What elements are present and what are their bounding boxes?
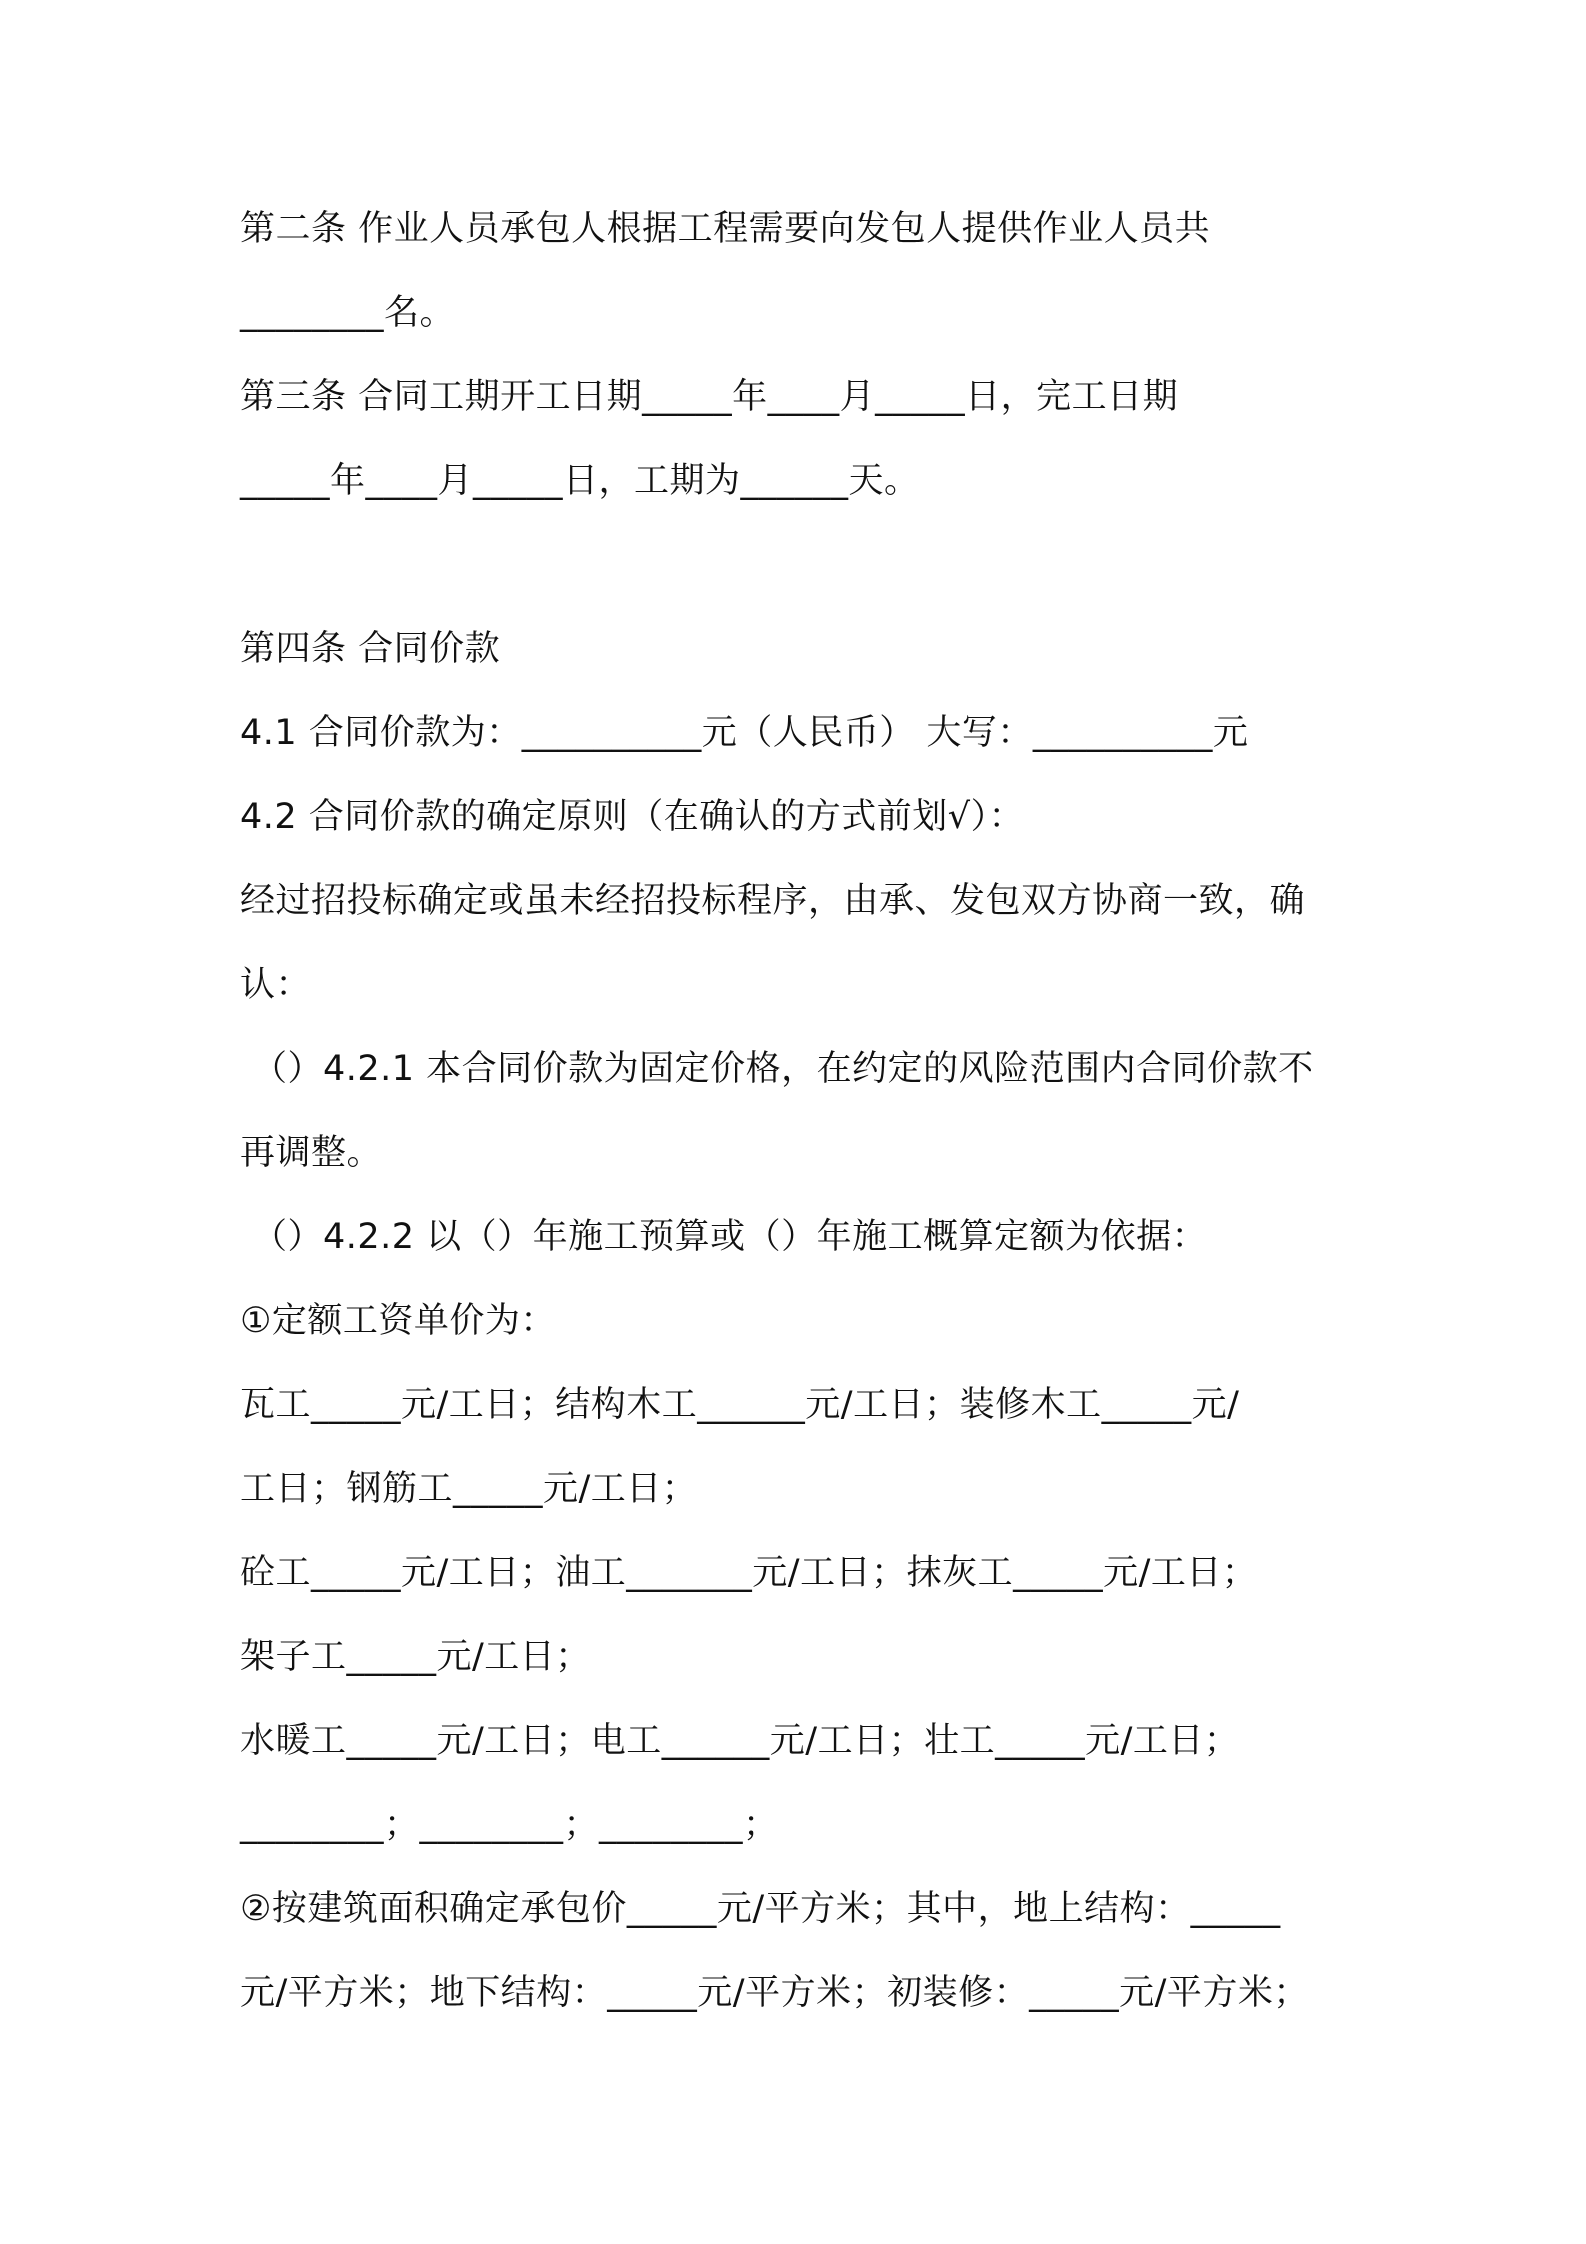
wage-line-3: 砼工_____元/工日；油工_______元/工日；抹灰工_____元/工日； (240, 1553, 1258, 1593)
clause-4-2-1-line-1: （）4.2.1 本合同价款为固定价格，在约定的风险范围内合同价款不 (252, 1049, 1314, 1089)
wage-line-2: 工日；钢筋工_____元/工日； (240, 1469, 698, 1509)
clause-4-2: 4.2 合同价款的确定原则（在确认的方式前划√）： (240, 797, 1025, 837)
clause-4-2-1-line-2: 再调整。 (240, 1133, 383, 1173)
wage-line-6: ________；________；________； (240, 1805, 779, 1845)
article-3-line-2: _____年____月_____日，工期为______天。 (240, 461, 920, 501)
article-3-line-1: 第三条 合同工期开工日期_____年____月_____日，完工日期 (240, 377, 1179, 417)
clause-4-2-intro-line-1: 经过招投标确定或虽未经招投标程序，由承、发包双方协商一致，确 (240, 881, 1306, 921)
quota-wage-heading: ①定额工资单价为： (240, 1301, 556, 1341)
article-2-line-2: ________名。 (240, 293, 456, 333)
clause-4-2-intro-line-2: 认： (240, 965, 312, 1005)
wage-line-5: 水暖工_____元/工日；电工______元/工日；壮工_____元/工日； (240, 1721, 1240, 1761)
article-4-heading: 第四条 合同价款 (240, 629, 501, 669)
area-price-line-1: ②按建筑面积确定承包价_____元/平方米；其中，地上结构：_____ (240, 1889, 1281, 1929)
wage-line-1: 瓦工_____元/工日；结构木工______元/工日；装修木工_____元/ (240, 1385, 1240, 1425)
clause-4-2-2: （）4.2.2 以（）年施工预算或（）年施工概算定额为依据： (252, 1217, 1208, 1257)
article-2-line-1: 第二条 作业人员承包人根据工程需要向发包人提供作业人员共 (240, 209, 1211, 249)
wage-line-4: 架子工_____元/工日； (240, 1637, 591, 1677)
area-price-line-2: 元/平方米；地下结构：_____元/平方米；初装修：_____元/平方米； (240, 1973, 1309, 2013)
clause-4-1: 4.1 合同价款为：__________元（人民币） 大写：__________元 (240, 713, 1249, 753)
